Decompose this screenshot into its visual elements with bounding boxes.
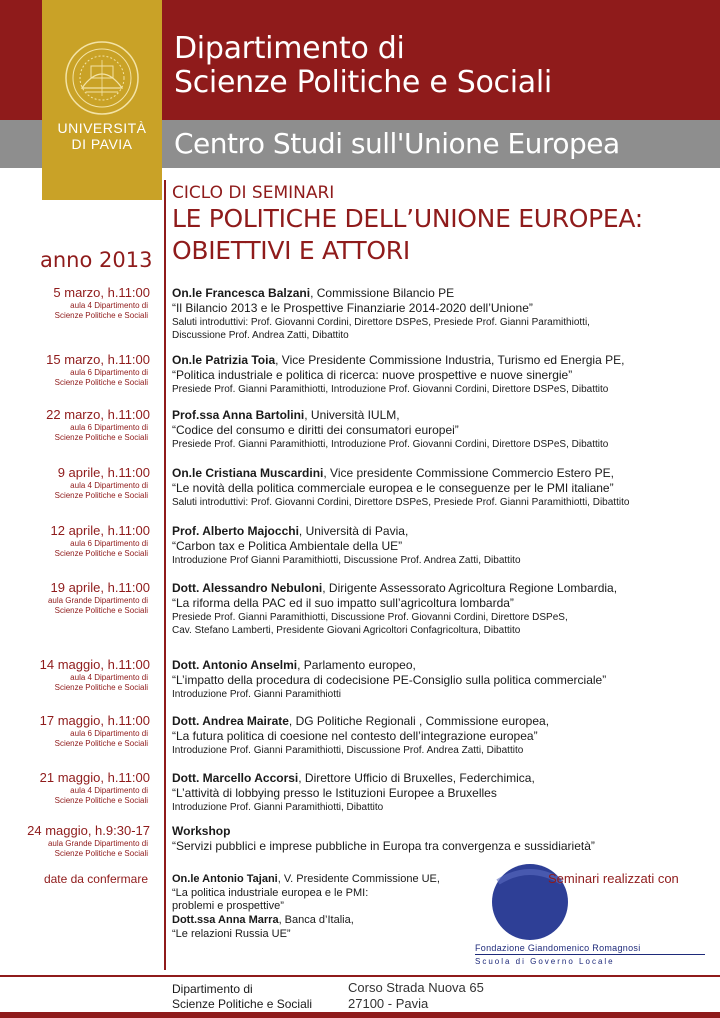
university-name-line1: UNIVERSITÀ xyxy=(57,120,147,136)
footer-department xyxy=(172,982,312,1012)
event-details xyxy=(172,580,717,637)
event-speaker-line xyxy=(172,657,717,673)
event-role: , Università di Pavia, xyxy=(298,524,409,538)
event-location-dept: Scienze Politiche e Sociali xyxy=(54,606,148,615)
sponsor-heading: Seminari realizzati con xyxy=(548,871,679,886)
tbd-speaker: On.le Antonio Tajani xyxy=(172,873,278,885)
university-seal-icon xyxy=(64,40,140,116)
tbd-speaker: Dott.ssa Anna Marra xyxy=(172,914,279,926)
footer-dept-line2: Scienze Politiche e Sociali xyxy=(172,997,313,1011)
footer-address xyxy=(348,980,484,1012)
event-location xyxy=(0,481,148,501)
event-location-room: aula 6 Dipartimento di xyxy=(70,368,148,377)
department-title-line2: Scienze Politiche e Sociali xyxy=(174,65,552,100)
department-title-line1: Dipartimento di xyxy=(174,31,405,66)
event-title: “Politica industriale e politica di ricerca: nuove prospettive e nuove sinergie” xyxy=(172,368,573,382)
event-location xyxy=(0,839,148,859)
event-intro: Saluti introduttivi: Prof. Giovanni Cordini, Direttore DSPeS, Presiede Prof. Gianni Paramithiotti, Dibattito xyxy=(172,497,630,508)
event-speaker-line xyxy=(172,352,717,368)
event-details xyxy=(172,285,717,342)
event-speaker: Dott. Antonio Anselmi xyxy=(172,658,298,672)
event-speaker-line xyxy=(172,770,717,786)
event-speaker: Dott. Marcello Accorsi xyxy=(172,771,299,785)
tbd-event-2-speaker-line xyxy=(172,913,462,928)
seminar-series-title xyxy=(172,203,643,267)
event-intro: Cav. Stefano Lamberti, Presidente Giovani Agricoltori Confagricoltura, Dibattito xyxy=(172,625,521,636)
event-details xyxy=(172,352,717,396)
event-location-room: aula 6 Dipartimento di xyxy=(70,729,148,738)
event-role: , Direttore Ufficio di Bruxelles, Federchimica, xyxy=(298,771,535,785)
tbd-events xyxy=(172,872,462,941)
footer-band xyxy=(0,1012,720,1018)
event-location-dept: Scienze Politiche e Sociali xyxy=(54,311,148,320)
event-speaker: Workshop xyxy=(172,824,231,838)
event-details xyxy=(172,657,717,701)
event-speaker: Dott. Andrea Mairate xyxy=(172,714,289,728)
fondazione-divider xyxy=(475,954,705,955)
tbd-title: problemi e prospettive” xyxy=(172,900,284,912)
event-date: 9 aprile, h.11:00 xyxy=(57,465,150,480)
footer-address-line1: Corso Strada Nuova 65 xyxy=(348,980,484,995)
event-role: , Commissione Bilancio PE xyxy=(310,286,455,300)
event-title: “Carbon tax e Politica Ambientale della UE” xyxy=(172,539,403,553)
event-location xyxy=(0,786,148,806)
event-location-dept: Scienze Politiche e Sociali xyxy=(54,549,148,558)
event-details xyxy=(172,770,717,814)
event-location-dept: Scienze Politiche e Sociali xyxy=(54,378,148,387)
event-intro: Presiede Prof. Gianni Paramithiotti, Introduzione Prof. Giovanni Cordini, Direttore DSPeS, Dibattito xyxy=(172,384,609,395)
event-location-room: aula 4 Dipartimento di xyxy=(70,673,148,682)
event-location-room: aula 4 Dipartimento di xyxy=(70,786,148,795)
event-title: “La riforma della PAC ed il suo impatto sull’agricoltura lombarda” xyxy=(172,596,514,610)
event-details xyxy=(172,523,717,567)
event-location xyxy=(0,539,148,559)
event-location-room: aula Grande Dipartimento di xyxy=(47,596,148,605)
tbd-title: “Le relazioni Russia UE” xyxy=(172,928,291,940)
event-date: 19 aprile, h.11:00 xyxy=(50,580,150,595)
year-label: anno 2013 xyxy=(40,248,153,272)
footer-dept-line1: Dipartimento di xyxy=(172,982,253,996)
seminar-title-line2: OBIETTIVI E ATTORI xyxy=(172,236,410,265)
event-location-dept: Scienze Politiche e Sociali xyxy=(54,796,148,805)
event-speaker: On.le Cristiana Muscardini xyxy=(172,466,324,480)
event-intro: Presiede Prof. Gianni Paramithiotti, Discussione Prof. Giovanni Cordini, Direttore DSPeS, xyxy=(172,612,568,623)
tbd-role: , V. Presidente Commissione UE, xyxy=(277,873,440,885)
event-speaker-line xyxy=(172,465,717,481)
fondazione-subtitle: Scuola di Governo Locale xyxy=(475,957,615,966)
event-date: 24 maggio, h.9:30-17 xyxy=(27,823,150,838)
event-location-room: aula 4 Dipartimento di xyxy=(70,301,148,310)
event-title: “Il Bilancio 2013 e le Prospettive Finanziarie 2014-2020 dell’Unione” xyxy=(172,301,533,315)
ciclo-label: CICLO DI SEMINARI xyxy=(172,183,335,203)
event-date: 21 maggio, h.11:00 xyxy=(39,770,150,785)
event-location xyxy=(0,673,148,693)
event-date: 15 marzo, h.11:00 xyxy=(46,352,150,367)
event-speaker: Dott. Alessandro Nebuloni xyxy=(172,581,323,595)
centro-studi-title: Centro Studi sull'Unione Europea xyxy=(174,127,620,160)
event-location-room: aula 6 Dipartimento di xyxy=(70,423,148,432)
event-intro: Presiede Prof. Gianni Paramithiotti, Introduzione Prof. Giovanni Cordini, Direttore DSPeS, Dibattito xyxy=(172,439,609,450)
event-speaker-line xyxy=(172,713,717,729)
footer-divider xyxy=(0,975,720,977)
event-details xyxy=(172,465,717,509)
event-title: “L’attività di lobbying presso le Istituzioni Europee a Bruxelles xyxy=(172,786,497,800)
event-role: , Dirigente Assessorato Agricoltura Regione Lombardia, xyxy=(322,581,618,595)
department-title xyxy=(174,32,552,100)
event-intro: Introduzione Prof. Gianni Paramithiotti, Dibattito xyxy=(172,802,384,813)
event-intro: Introduzione Prof. Gianni Paramithiotti xyxy=(172,689,341,700)
event-title: “Codice del consumo e diritti dei consumatori europei” xyxy=(172,423,459,437)
fondazione-name: Fondazione Giandomenico Romagnosi xyxy=(475,943,641,953)
tbd-role: , Banca d’Italia, xyxy=(278,914,354,926)
event-details xyxy=(172,407,717,451)
event-title: “Le novità della politica commerciale europea e le conseguenze per le PMI italiane” xyxy=(172,481,614,495)
event-details xyxy=(172,823,717,854)
event-role: , Vice presidente Commissione Commercio Estero PE, xyxy=(323,466,614,480)
event-role: , Università IULM, xyxy=(304,408,400,422)
event-date: 14 maggio, h.11:00 xyxy=(39,657,150,672)
event-speaker-line xyxy=(172,285,717,301)
tbd-title: “La politica industriale europea e le PMI: xyxy=(172,887,369,899)
event-speaker: Prof.ssa Anna Bartolini xyxy=(172,408,305,422)
event-role: , Vice Presidente Commissione Industria, Turismo ed Energia PE, xyxy=(275,353,625,367)
tbd-event-1-speaker-line xyxy=(172,872,462,887)
event-speaker-line xyxy=(172,823,717,839)
event-details xyxy=(172,713,717,757)
event-location-dept: Scienze Politiche e Sociali xyxy=(54,739,148,748)
event-speaker: On.le Francesca Balzani xyxy=(172,286,311,300)
event-date: 22 marzo, h.11:00 xyxy=(46,407,150,422)
event-location-dept: Scienze Politiche e Sociali xyxy=(54,433,148,442)
event-speaker: On.le Patrizia Toia xyxy=(172,353,276,367)
event-location xyxy=(0,423,148,443)
event-intro: Introduzione Prof Gianni Paramithiotti, Discussione Prof. Andrea Zatti, Dibattito xyxy=(172,555,521,566)
university-name-line2: DI PAVIA xyxy=(71,136,133,152)
event-location xyxy=(0,368,148,388)
event-location xyxy=(0,596,148,616)
event-intro: Discussione Prof. Andrea Zatti, Dibattito xyxy=(172,330,349,341)
event-role: , Parlamento europeo, xyxy=(297,658,416,672)
event-intro: Saluti introduttivi: Prof. Giovanni Cordini, Direttore DSPeS, Presiede Prof. Gianni Paramithiotti, xyxy=(172,317,590,328)
vertical-divider xyxy=(164,180,166,970)
event-title: “Servizi pubblici e imprese pubbliche in Europa tra convergenza e sussidiarietà” xyxy=(172,839,595,853)
event-title: “La futura politica di coesione nel contesto dell’integrazione europea” xyxy=(172,729,538,743)
event-date: 5 marzo, h.11:00 xyxy=(53,285,150,300)
footer-address-line2: 27100 - Pavia xyxy=(348,996,429,1011)
event-location-room: aula 6 Dipartimento di xyxy=(70,539,148,548)
event-location xyxy=(0,729,148,749)
event-location-room: aula 4 Dipartimento di xyxy=(70,481,148,490)
event-date: 12 aprile, h.11:00 xyxy=(50,523,150,538)
event-speaker: Prof. Alberto Majocchi xyxy=(172,524,299,538)
event-location-dept: Scienze Politiche e Sociali xyxy=(54,683,148,692)
seminar-title-line1: LE POLITICHE DELL’UNIONE EUROPEA: xyxy=(172,204,643,233)
event-speaker-line xyxy=(172,523,717,539)
event-date: 17 maggio, h.11:00 xyxy=(39,713,150,728)
tbd-label: date da confermare xyxy=(43,872,148,886)
event-speaker-line xyxy=(172,580,717,596)
event-location xyxy=(0,301,148,321)
event-title: “L’impatto della procedura di codecisione PE-Consiglio sulla politica commerciale” xyxy=(172,673,607,687)
university-name xyxy=(42,120,162,152)
event-location-dept: Scienze Politiche e Sociali xyxy=(54,491,148,500)
event-speaker-line xyxy=(172,407,717,423)
event-intro: Introduzione Prof. Gianni Paramithiotti, Discussione Prof. Andrea Zatti, Dibattito xyxy=(172,745,524,756)
event-location-room: aula Grande Dipartimento di xyxy=(47,839,148,848)
event-role: , DG Politiche Regionali , Commissione europea, xyxy=(288,714,550,728)
event-location-dept: Scienze Politiche e Sociali xyxy=(54,849,148,858)
